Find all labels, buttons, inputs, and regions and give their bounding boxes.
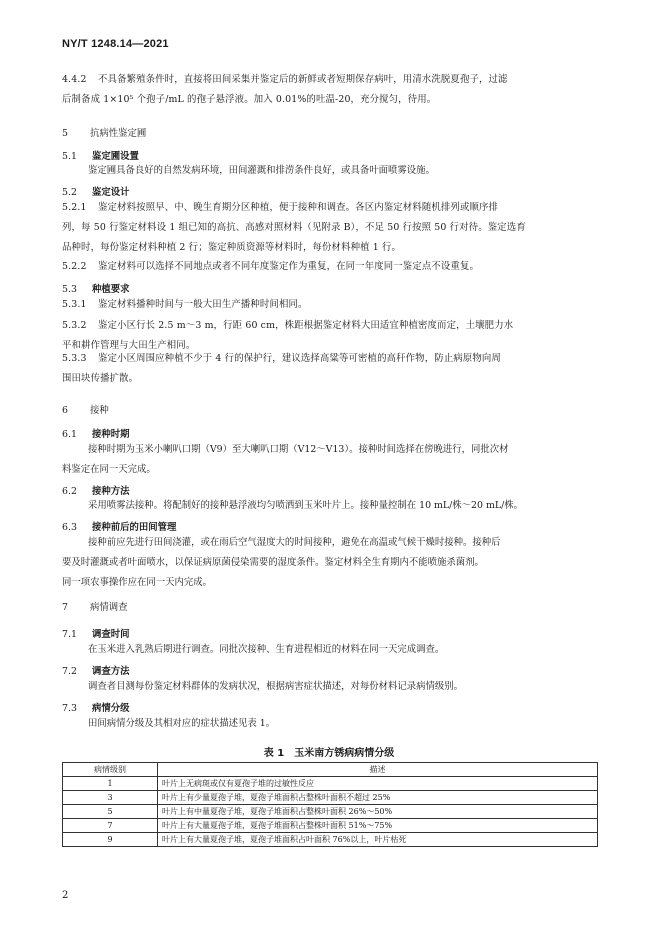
table-row bbox=[63, 805, 598, 819]
section-6-1-body: 接种时期为玉米小喇叭口期（V9）至大喇叭口期（V12～V13）。接种时间选择在傍晚进行，同批次材 料鉴定在同一天完成。 bbox=[62, 444, 509, 475]
section-5-2-heading: 5.2 鉴定设计 bbox=[62, 187, 130, 198]
para-5-3-1: 5.3.1 鉴定材料播种时间与一般大田生产播种时间相同。 bbox=[62, 299, 308, 310]
table-row bbox=[63, 791, 598, 805]
section-7-3-heading: 7.3 病情分级 bbox=[62, 703, 130, 714]
grade-cell: 5 bbox=[63, 805, 158, 819]
table-row bbox=[63, 833, 598, 847]
section-5-heading: 5 抗病性鉴定圃 bbox=[62, 128, 147, 139]
para-5-2-1: 5.2.1 鉴定材料按照早、中、晚生育期分区种植，便于接种和调查。各区内鉴定材料随机排列或顺序排 列，每 50 行鉴定材料设 1 组已知的高抗、高感对照材料（见附录 B），不足 50 行按照 50 行对待。鉴定选育 品种时，每份鉴定材料种植 2 行；鉴定种质资源等材料时，每份材料种植 1 行。 bbox=[62, 202, 526, 253]
standard-code: NY/T 1248.14—2021 bbox=[62, 38, 169, 50]
section-6-heading: 6 接种 bbox=[62, 405, 109, 416]
section-7-1-heading: 7.1 调查时间 bbox=[62, 629, 130, 640]
section-5-3-heading: 5.3 种植要求 bbox=[62, 284, 130, 295]
section-6-3-body: 接种前应先进行田间浇灌，或在雨后空气湿度大的时间接种，避免在高温或气候干燥时接种。接种后 要及时灌溉或者叶面喷水，以保证病原菌侵染需要的湿度条件。鉴定材料全生育期内不能喷施杀菌剂。 同一项农事操作应在同一天内完成。 bbox=[62, 537, 501, 588]
para-5-3-3: 5.3.3 鉴定小区周围应种植不少于 4 行的保护行，建议选择高粱等可密植的高秆作物，防止病原物向周 围田块传播扩散。 bbox=[62, 353, 501, 384]
table-row bbox=[63, 777, 598, 791]
description-cell: 叶片上无病斑或仅有夏孢子堆的过敏性反应 bbox=[158, 777, 598, 791]
grade-cell: 1 bbox=[63, 777, 158, 791]
table-header-row bbox=[63, 763, 598, 777]
para-5-3-2: 5.3.2 鉴定小区行长 2.5 m～3 m，行距 60 cm，株距根据鉴定材料大田适宜种植密度而定，土壤肥力水 平和耕作管理与大田生产相同。 bbox=[62, 320, 514, 351]
grade-cell: 3 bbox=[63, 791, 158, 805]
column-header-description: 描述 bbox=[158, 763, 598, 777]
column-header-grade: 病情级别 bbox=[63, 763, 158, 777]
section-7-3-body: 田间病情分级及其相对应的症状描述见表 1。 bbox=[88, 718, 276, 729]
section-6-2-body: 采用喷雾法接种。将配制好的接种悬浮液均匀喷洒到玉米叶片上。接种量控制在 10 mL/株～20 mL/株。 bbox=[88, 500, 523, 511]
section-7-1-body: 在玉米进入乳熟后期进行调查。同批次接种、生育进程相近的材料在同一天完成调查。 bbox=[88, 644, 445, 655]
description-cell: 叶片上有中量夏孢子堆，夏孢子堆面积占整株叶面积 26%～50% bbox=[158, 805, 598, 819]
page-number: 2 bbox=[62, 890, 69, 901]
table-row bbox=[63, 819, 598, 833]
section-7-2-body: 调查者目测每份鉴定材料群体的发病状况，根据病害症状描述，对每份材料记录病情级别。 bbox=[88, 681, 464, 692]
section-5-1-body: 鉴定圃具备良好的自然发病环境，田间灌溉和排涝条件良好，或具备叶面喷雾设施。 bbox=[88, 165, 435, 176]
section-6-3-heading: 6.3 接种前后的田间管理 bbox=[62, 522, 177, 533]
section-7-heading: 7 病情调查 bbox=[62, 602, 128, 613]
description-cell: 叶片上有大量夏孢子堆，夏孢子堆面积占整株叶面积 51%～75% bbox=[158, 819, 598, 833]
section-6-2-heading: 6.2 接种方法 bbox=[62, 486, 130, 497]
section-6-1-heading: 6.1 接种时期 bbox=[62, 429, 130, 440]
section-5-1-heading: 5.1 鉴定圃设置 bbox=[62, 151, 139, 162]
grade-cell: 7 bbox=[63, 819, 158, 833]
para-5-2-2: 5.2.2 鉴定材料可以选择不同地点或者不同年度鉴定作为重复，在同一年度同一鉴定点不设重复。 bbox=[62, 261, 480, 272]
para-4-4-2: 4.4.2 不具备繁殖条件时，直接将田间采集并鉴定后的新鲜或者短期保存病叶，用清水洗脱夏孢子，过滤 后制备成 1×10⁵ 个孢子/mL 的孢子悬浮液。加入 0.01%的吐温-20，充分搅匀，待用。 bbox=[62, 70, 602, 110]
disease-grade-table bbox=[62, 762, 598, 847]
para-number: 4.4.2 bbox=[62, 74, 87, 85]
grade-cell: 9 bbox=[63, 833, 158, 847]
description-cell: 叶片上有大量夏孢子堆，夏孢子堆面积占叶面积 76%以上，叶片枯死 bbox=[158, 833, 598, 847]
table-caption: 表 1 玉米南方锈病病情分级 bbox=[263, 748, 395, 759]
description-cell: 叶片上有少量夏孢子堆，夏孢子堆面积占整株叶面积不超过 25% bbox=[158, 791, 598, 805]
section-7-2-heading: 7.2 调查方法 bbox=[62, 666, 130, 677]
